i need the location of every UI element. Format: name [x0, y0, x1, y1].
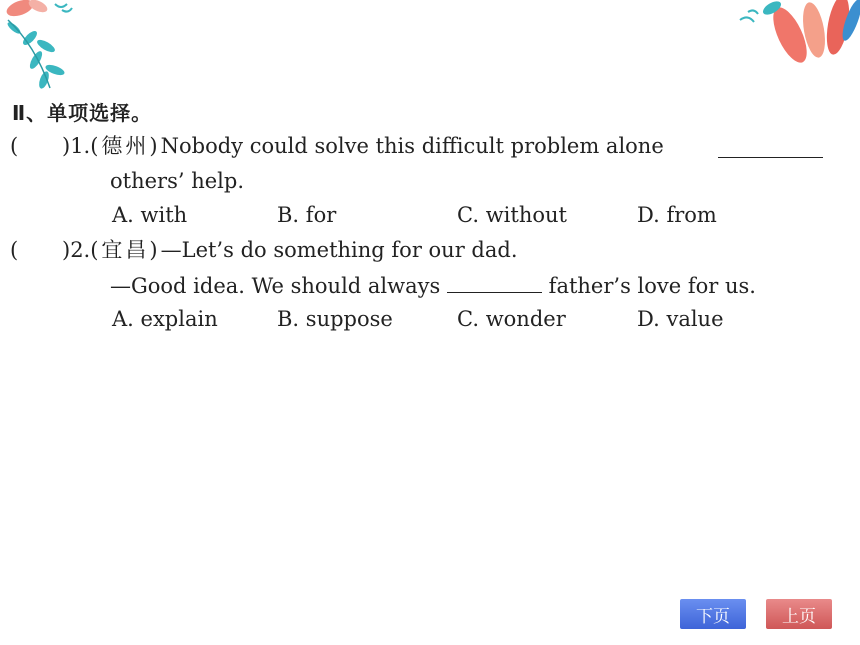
question-source: (宜昌): [90, 238, 161, 262]
question-2-line-2: —Good idea. We should always father’s love for us.: [110, 270, 756, 300]
option-d[interactable]: D. value: [637, 307, 724, 331]
question-text: Nobody could solve this difficult problem alone: [160, 134, 664, 158]
answer-paren: (: [10, 238, 19, 262]
option-a[interactable]: A. explain: [112, 307, 218, 331]
answer-blank[interactable]: [447, 270, 542, 293]
previous-page-button[interactable]: 上页: [766, 599, 832, 629]
question-text: —Let’s do something for our dad.: [160, 238, 518, 262]
question-text-continued: others’ help.: [110, 169, 244, 193]
option-b[interactable]: B. for: [277, 203, 337, 227]
option-a[interactable]: A. with: [112, 203, 188, 227]
leaf-decoration-left: [0, 0, 90, 95]
leaf-decoration-right: [730, 0, 860, 75]
option-c[interactable]: C. without: [457, 203, 567, 227]
next-page-button[interactable]: 下页: [680, 599, 746, 629]
section-title: Ⅱ、单项选择。: [12, 101, 153, 125]
question-number: )1.(德州)Nobody could solve this difficult problem alone: [62, 134, 664, 158]
answer-blank[interactable]: [718, 135, 823, 158]
option-c[interactable]: C. wonder: [457, 307, 566, 331]
question-number: )2.(宜昌)—Let’s do something for our dad.: [62, 238, 518, 262]
option-d[interactable]: D. from: [637, 203, 717, 227]
option-b[interactable]: B. suppose: [277, 307, 393, 331]
answer-paren: (: [10, 134, 19, 158]
question-source: (德州): [90, 134, 161, 158]
